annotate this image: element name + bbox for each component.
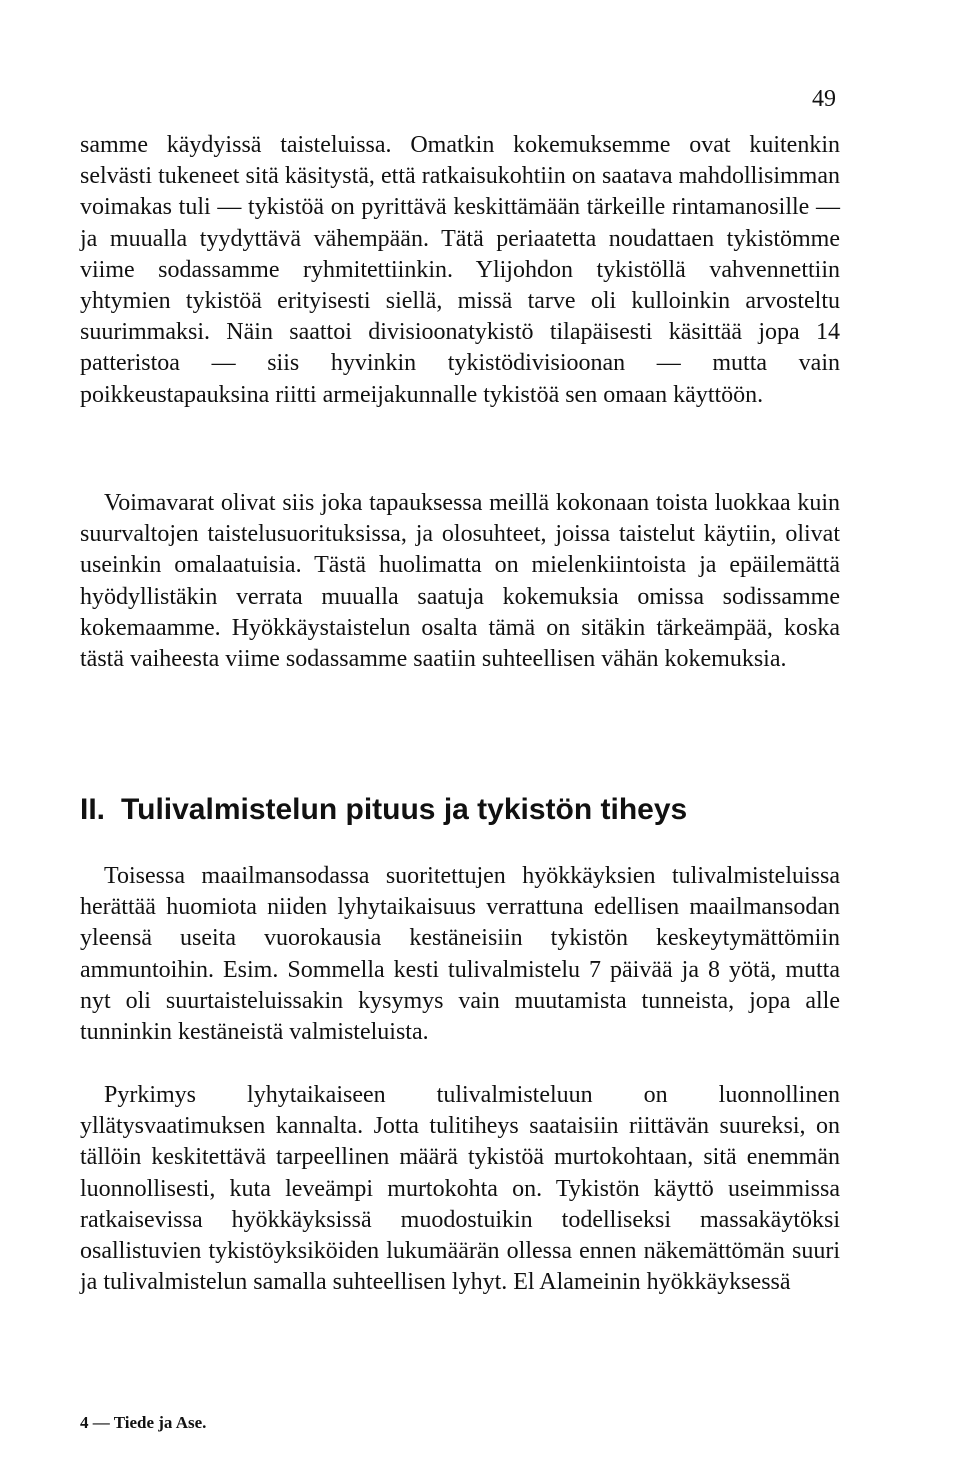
section-heading <box>80 792 840 828</box>
section-title: Tulivalmistelun pituus ja tykistön tiheys <box>121 793 688 826</box>
paragraph: samme käydyissä taisteluissa. Omatkin kokemuksemme ovat kuitenkin selvästi tukeneet sitä käsitystä, että ratkaisukohtiin on saatava mahdollisimman voimakas tuli — tykistöä on pyrittävä keskittämään tärkeille rintamanosille — ja muualla tyydyttävä vähempään. Tätä periaatetta noudattaen tykistömme viime sodassamme ryhmitettiinkin. Ylijohdon tykistöllä vahvennettiin yhtymien tykistöä erityisesti siellä, missä tarve oli kulloinkin arvosteltu suurimmaksi. Näin saattoi divisioonatykistö tilapäisesti käsittää jopa 14 patteristoa — siis hyvinkin tykistödivisioonan — mutta vain poikkeustapauksina riitti armeijakunnalle tykistöä sen omaan käyttöön. <box>80 132 840 408</box>
paragraph: Pyrkimys lyhytaikaiseen tulivalmisteluun on luonnollinen yllätysvaatimuksen kannalta. Jotta tulitiheys saataisiin riittävän suureksi, on tällöin keskitettävä tarpeellinen määrä tykistöä murtokohtaan, sitä enemmän luonnollisesti, kuta leveämpi murtokohta on. Tykistön käyttö useimmissa ratkaisevissa hyökkäyksissä muodostuikin todelliseksi massakäytöksi osallistuvien tykistöyksiköiden lukumäärän ollessa ennen näkemättömän suuri ja tulivalmistelun samalla suhteellisen lyhyt. El Alameinin hyökkäyksessä <box>80 1082 840 1296</box>
section-number: II. <box>80 793 106 826</box>
page-number: 49 <box>812 86 836 112</box>
paragraph: Voimavarat olivat siis joka tapauksessa meillä kokonaan toista luokkaa kuin suurvaltojen taistelusuorituksissa, ja olosuhteet, joissa taistelut käytiin, olivat useinkin omalaatuisia. Tästä huolimatta on mielenkiintoista ja epäilemättä hyödyllistäkin verrata muualla saatuja kokemuksia omissa sodissamme kokemaamme. Hyökkäystaistelun osalta tämä on sitäkin tärkeämpää, koska tästä vaiheesta viime sodassamme saatiin suhteellisen vähän kokemuksia. <box>80 490 840 673</box>
paragraph: Toisessa maailmansodassa suoritettujen hyökkäyksien tulivalmisteluissa herättää huomiota niiden lyhytaikaisuus verrattuna edellisen maailmansodan yleensä useita vuorokausia kestäneisiin tykistön keskeytymättömiin ammuntoihin. Esim. Sommella kesti tulivalmistelu 7 päivää ja 8 yötä, mutta nyt oli suurtaisteluissakin kysymys vain muutamista tunneista, jopa alle tunninkin kestäneistä valmisteluista. <box>80 863 840 1046</box>
signature-footer: 4 — Tiede ja Ase. <box>80 1413 207 1432</box>
